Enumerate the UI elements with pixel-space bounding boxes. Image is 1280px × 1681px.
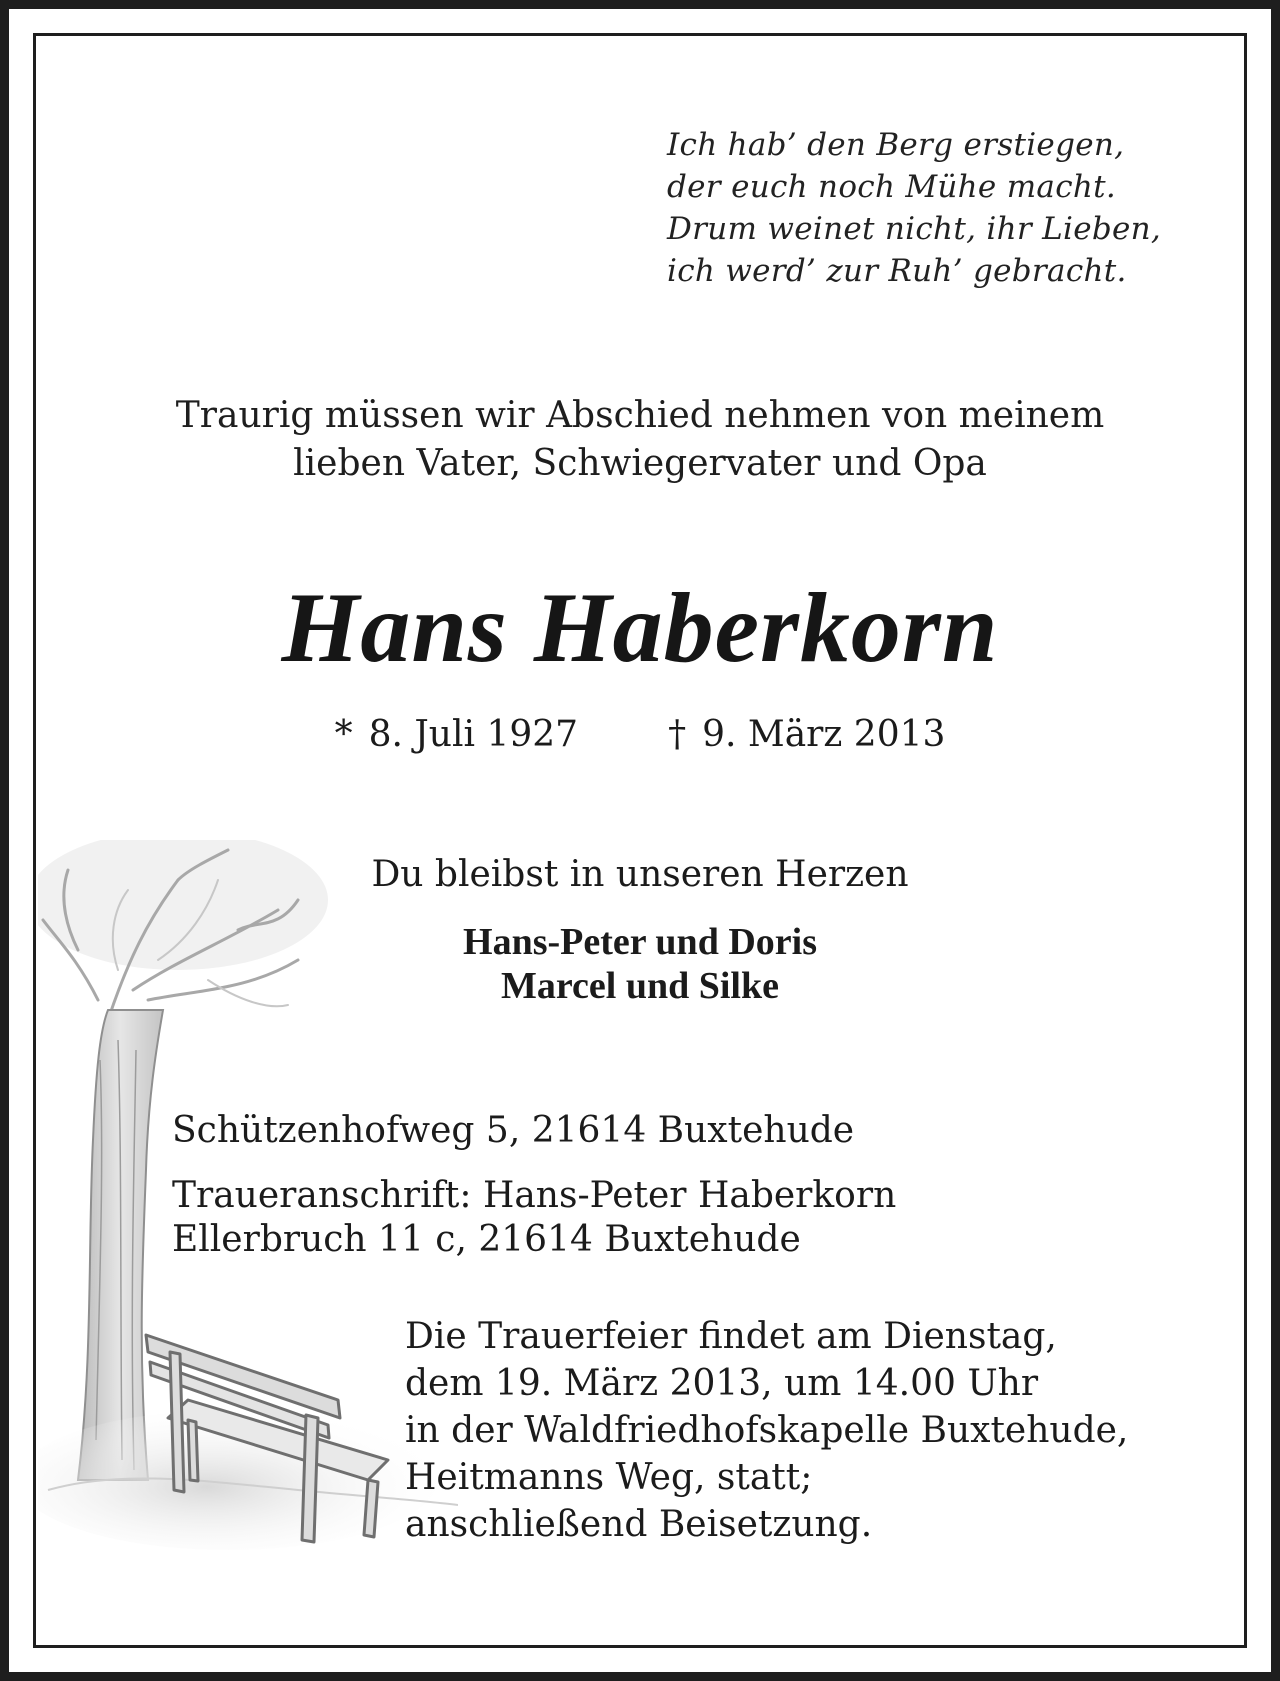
mourning-address-line: Ellerbruch 11 c, 21614 Buxtehude bbox=[172, 1219, 801, 1260]
poem-line: ich werd’ zur Ruh’ gebracht. bbox=[667, 253, 1127, 289]
service-line: in der Waldfriedhofskapelle Buxtehude, bbox=[405, 1410, 1129, 1451]
intro-line: lieben Vater, Schwiegervater und Opa bbox=[293, 443, 987, 484]
service-line: Heitmanns Weg, statt; bbox=[405, 1457, 813, 1498]
poem bbox=[667, 124, 1227, 292]
intro-line: Traurig müssen wir Abschied nehmen von meinem bbox=[175, 395, 1105, 436]
service-line: anschließend Beisetzung. bbox=[405, 1504, 873, 1545]
remembrance-line: Du bleibst in unseren Herzen bbox=[371, 854, 909, 895]
service-line: dem 19. März 2013, um 14.00 Uhr bbox=[405, 1363, 1039, 1404]
poem-line: Ich hab’ den Berg erstiegen, bbox=[667, 127, 1125, 163]
service-line: Die Trauerfeier findet am Dienstag, bbox=[405, 1316, 1057, 1357]
poem-line: der euch noch Mühe macht. bbox=[667, 169, 1117, 205]
mourner-entry: Hans-Peter und Doris bbox=[463, 921, 817, 963]
birth-star-icon: * bbox=[334, 714, 353, 755]
death-cross-icon: † bbox=[668, 714, 687, 755]
intro-text bbox=[60, 392, 1220, 488]
service-details bbox=[405, 1313, 1128, 1548]
mourning-address-line: Traueranschrift: Hans-Peter Haberkorn bbox=[172, 1175, 897, 1216]
poem-line: Drum weinet nicht, ihr Lieben, bbox=[667, 211, 1162, 247]
birth-date: 8. Juli 1927 bbox=[368, 714, 579, 755]
mourner-entry: Marcel und Silke bbox=[501, 965, 779, 1007]
mourners-list bbox=[40, 920, 1240, 1008]
death-date: 9. März 2013 bbox=[702, 714, 946, 755]
life-dates bbox=[40, 712, 1240, 758]
mourning-address bbox=[172, 1174, 896, 1262]
residence-address: Schützenhofweg 5, 21614 Buxtehude bbox=[172, 1110, 855, 1151]
deceased-name: Hans Haberkorn bbox=[281, 572, 999, 683]
